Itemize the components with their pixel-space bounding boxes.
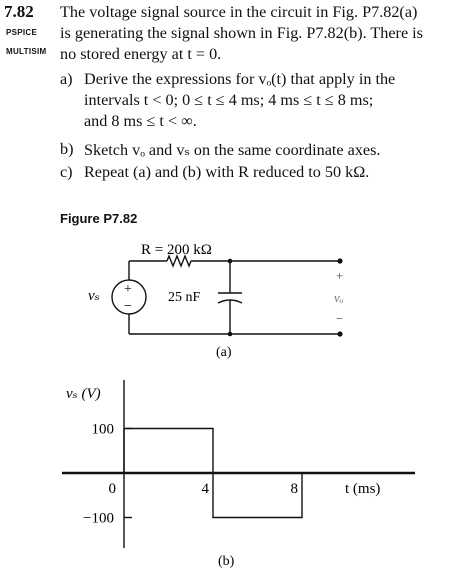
multisim-tag: MULTISIM: [6, 47, 47, 56]
problem-number: 7.82: [4, 2, 34, 21]
part-b-label: b): [60, 140, 74, 158]
source-label: vₛ: [88, 288, 100, 304]
part-b-line-1: Sketch vₒ and vₛ on the same coordinate axes.: [84, 141, 381, 159]
plot-caption: (b): [218, 554, 235, 569]
circuit-caption: (a): [216, 345, 232, 360]
part-a-line-3: and 8 ms ≤ t < ∞.: [84, 112, 197, 130]
part-c-label: c): [60, 163, 73, 181]
resistor-label: R = 200 kΩ: [141, 242, 212, 258]
y-tick-label: 100: [91, 421, 114, 438]
part-a-line-1: Derive the expressions for vₒ(t) that apply in the: [84, 70, 396, 88]
output-minus-sign: −: [336, 311, 344, 326]
x-axis-label: t (ms): [345, 481, 381, 497]
part-a-label: a): [60, 70, 73, 88]
x-tick-label: 0: [108, 481, 116, 497]
y-axis-label: vₛ (V): [66, 386, 101, 402]
output-plus-sign: +: [336, 268, 344, 283]
intro-line-3: no stored energy at t = 0.: [60, 45, 222, 63]
intro-line-1: The voltage signal source in the circuit in Fig. P7.82(a): [60, 3, 418, 21]
capacitor-label: 25 nF: [168, 290, 201, 305]
source-plus-sign: +: [124, 282, 132, 297]
x-tick-label: 8: [290, 481, 298, 497]
y-tick-label: −100: [83, 510, 114, 527]
part-c-line-1: Repeat (a) and (b) with R reduced to 50 kΩ.: [84, 163, 370, 181]
output-label: vₒ: [334, 290, 344, 305]
intro-line-2: is generating the signal shown in Fig. P7.82(b). There is: [60, 24, 423, 42]
source-minus-sign: −: [124, 299, 132, 314]
part-a-line-2: intervals t < 0; 0 ≤ t ≤ 4 ms; 4 ms ≤ t ≤ 8 ms;: [84, 91, 374, 109]
figure-label: Figure P7.82: [60, 211, 138, 226]
pspice-tag: PSPICE: [6, 28, 38, 37]
x-tick-label: 4: [201, 481, 209, 497]
